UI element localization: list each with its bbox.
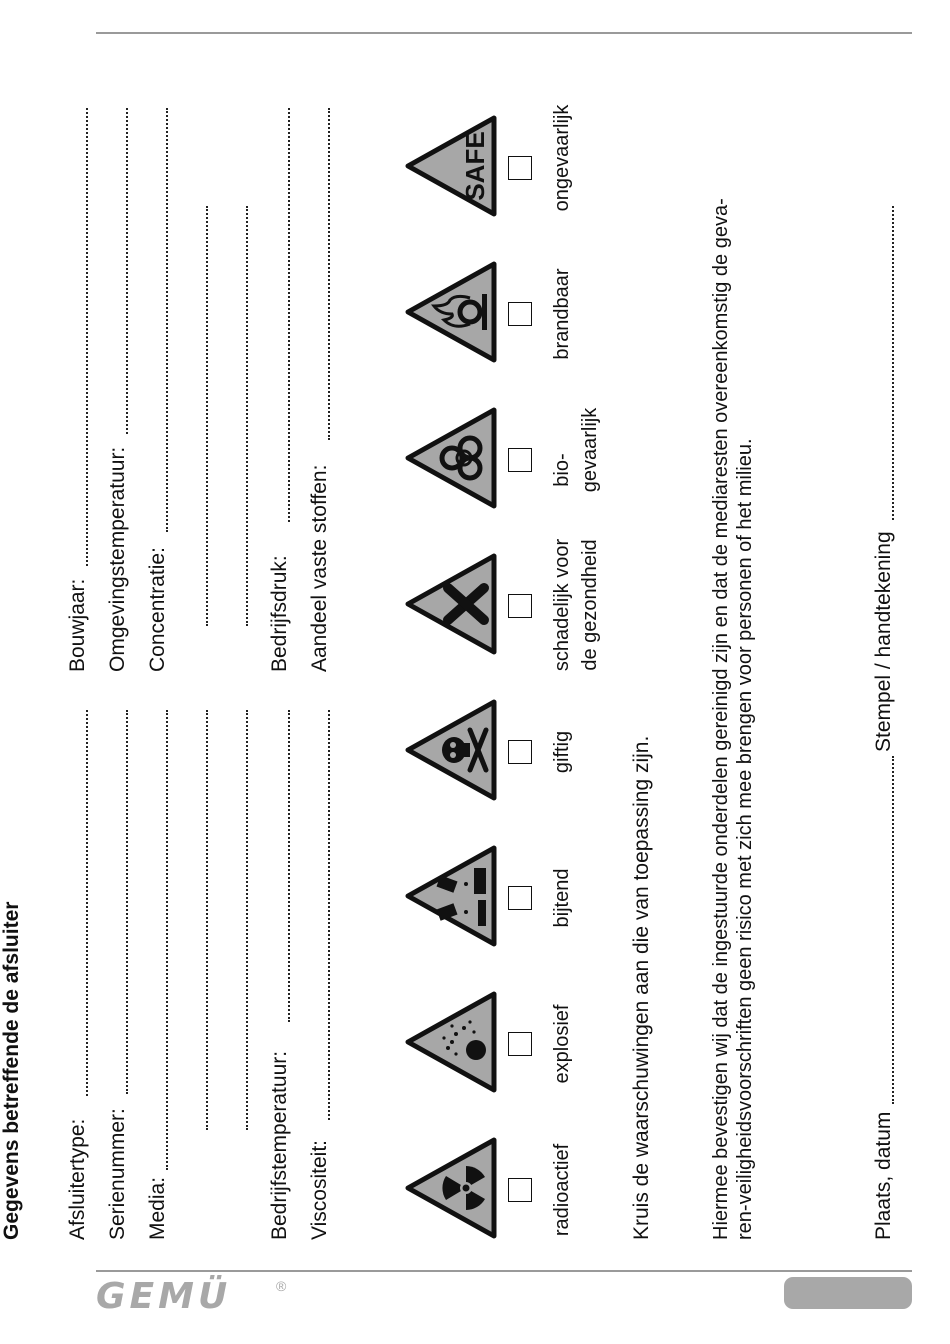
hazard-label-bio-1: bio- xyxy=(551,453,573,487)
field-line-media[interactable] xyxy=(166,710,168,1170)
hazard-label-bijtend: bijtend xyxy=(551,868,573,928)
safe-sign-text: SAFE xyxy=(460,131,490,201)
hazard-label-giftig: giftig xyxy=(551,730,573,774)
checkbox-explosief[interactable] xyxy=(508,1032,532,1056)
field-label-bouwjaar: Bouwjaar: xyxy=(66,578,89,672)
field-label-serienummer: Serienummer: xyxy=(106,1108,129,1240)
field-line-viscositeit[interactable] xyxy=(328,710,330,1120)
biohazard-icon xyxy=(404,406,498,510)
field-label-afsluitertype: Afsluitertype: xyxy=(66,1118,89,1240)
field-label-viscositeit: Viscositeit: xyxy=(308,1140,331,1240)
hazard-label-ongevaarlijk: ongevaarlijk xyxy=(551,104,573,212)
hazard-label-explosief: explosief xyxy=(551,1004,573,1084)
registered-mark: ® xyxy=(276,1278,287,1294)
radioactive-icon xyxy=(404,1136,498,1240)
field-line-concentratie-3[interactable] xyxy=(246,206,248,626)
hazard-label-schadelijk-2: de gezondheid xyxy=(579,539,601,671)
corrosive-icon xyxy=(404,844,498,948)
hazard-label-schadelijk-1: schadelijk voor xyxy=(551,538,573,672)
field-label-media: Media: xyxy=(146,1176,169,1240)
field-label-bedrijfstemperatuur: Bedrijfstemperatuur: xyxy=(268,1050,291,1240)
instruction-text: Kruis de waarschuwingen aan die van toepassing zijn. xyxy=(630,735,653,1240)
form-title: Gegevens betreffende de afsluiter xyxy=(0,901,23,1240)
checkbox-radioactief[interactable] xyxy=(508,1178,532,1202)
place-date-line[interactable] xyxy=(892,756,894,1104)
confirmation-line-1: Hiermee bevestigen wij dat de ingestuurde onderdelen gereinigd zijn en dat de mediaresten overeenkomstig de geva- xyxy=(710,198,732,1240)
toxic-icon xyxy=(404,698,498,802)
hazard-label-bio-2: gevaarlijk xyxy=(579,407,601,493)
field-line-bouwjaar[interactable] xyxy=(86,108,88,566)
stamp-signature-line[interactable] xyxy=(892,206,894,520)
flammable-icon xyxy=(404,260,498,364)
field-line-serienummer[interactable] xyxy=(126,710,128,1094)
field-line-media-3[interactable] xyxy=(246,710,248,1130)
field-line-omgevingstemperatuur[interactable] xyxy=(126,108,128,434)
gemu-logo: GEMÜ xyxy=(96,1276,232,1317)
hazard-label-brandbaar: brandbaar xyxy=(551,268,573,360)
field-line-aandeel-vaste-stoffen[interactable] xyxy=(328,108,330,440)
field-line-bedrijfsdruk[interactable] xyxy=(288,108,290,522)
field-line-bedrijfstemperatuur[interactable] xyxy=(288,710,290,1022)
field-label-aandeel-vaste-stoffen: Aandeel vaste stoffen: xyxy=(308,464,331,672)
field-line-concentratie[interactable] xyxy=(166,108,168,532)
checkbox-giftig[interactable] xyxy=(508,740,532,764)
confirmation-line-2: ren-veiligheidsvoorschriften geen risico met zich mee brengen voor personen of het milieu. xyxy=(734,438,756,1240)
checkbox-biogevaarlijk[interactable] xyxy=(508,448,532,472)
hazard-label-radioactief: radioactief xyxy=(551,1143,573,1237)
checkbox-ongevaarlijk[interactable] xyxy=(508,156,532,180)
place-date-label: Plaats, datum xyxy=(872,1111,895,1240)
field-label-omgevingstemperatuur: Omgevingstemperatuur: xyxy=(106,446,129,672)
stamp-signature-label: Stempel / handtekening xyxy=(872,531,895,752)
bottom-rule xyxy=(96,1270,912,1272)
checkbox-brandbaar[interactable] xyxy=(508,302,532,326)
page-number-badge xyxy=(784,1277,912,1309)
field-line-media-2[interactable] xyxy=(206,710,208,1130)
safe-icon xyxy=(404,114,498,218)
field-label-bedrijfsdruk: Bedrijfsdruk: xyxy=(268,555,291,672)
explosive-icon xyxy=(404,990,498,1094)
harmful-icon xyxy=(404,552,498,656)
field-line-concentratie-2[interactable] xyxy=(206,206,208,626)
field-line-afsluitertype[interactable] xyxy=(86,710,88,1096)
checkbox-bijtend[interactable] xyxy=(508,886,532,910)
checkbox-schadelijk[interactable] xyxy=(508,594,532,618)
field-label-concentratie: Concentratie: xyxy=(146,547,169,672)
